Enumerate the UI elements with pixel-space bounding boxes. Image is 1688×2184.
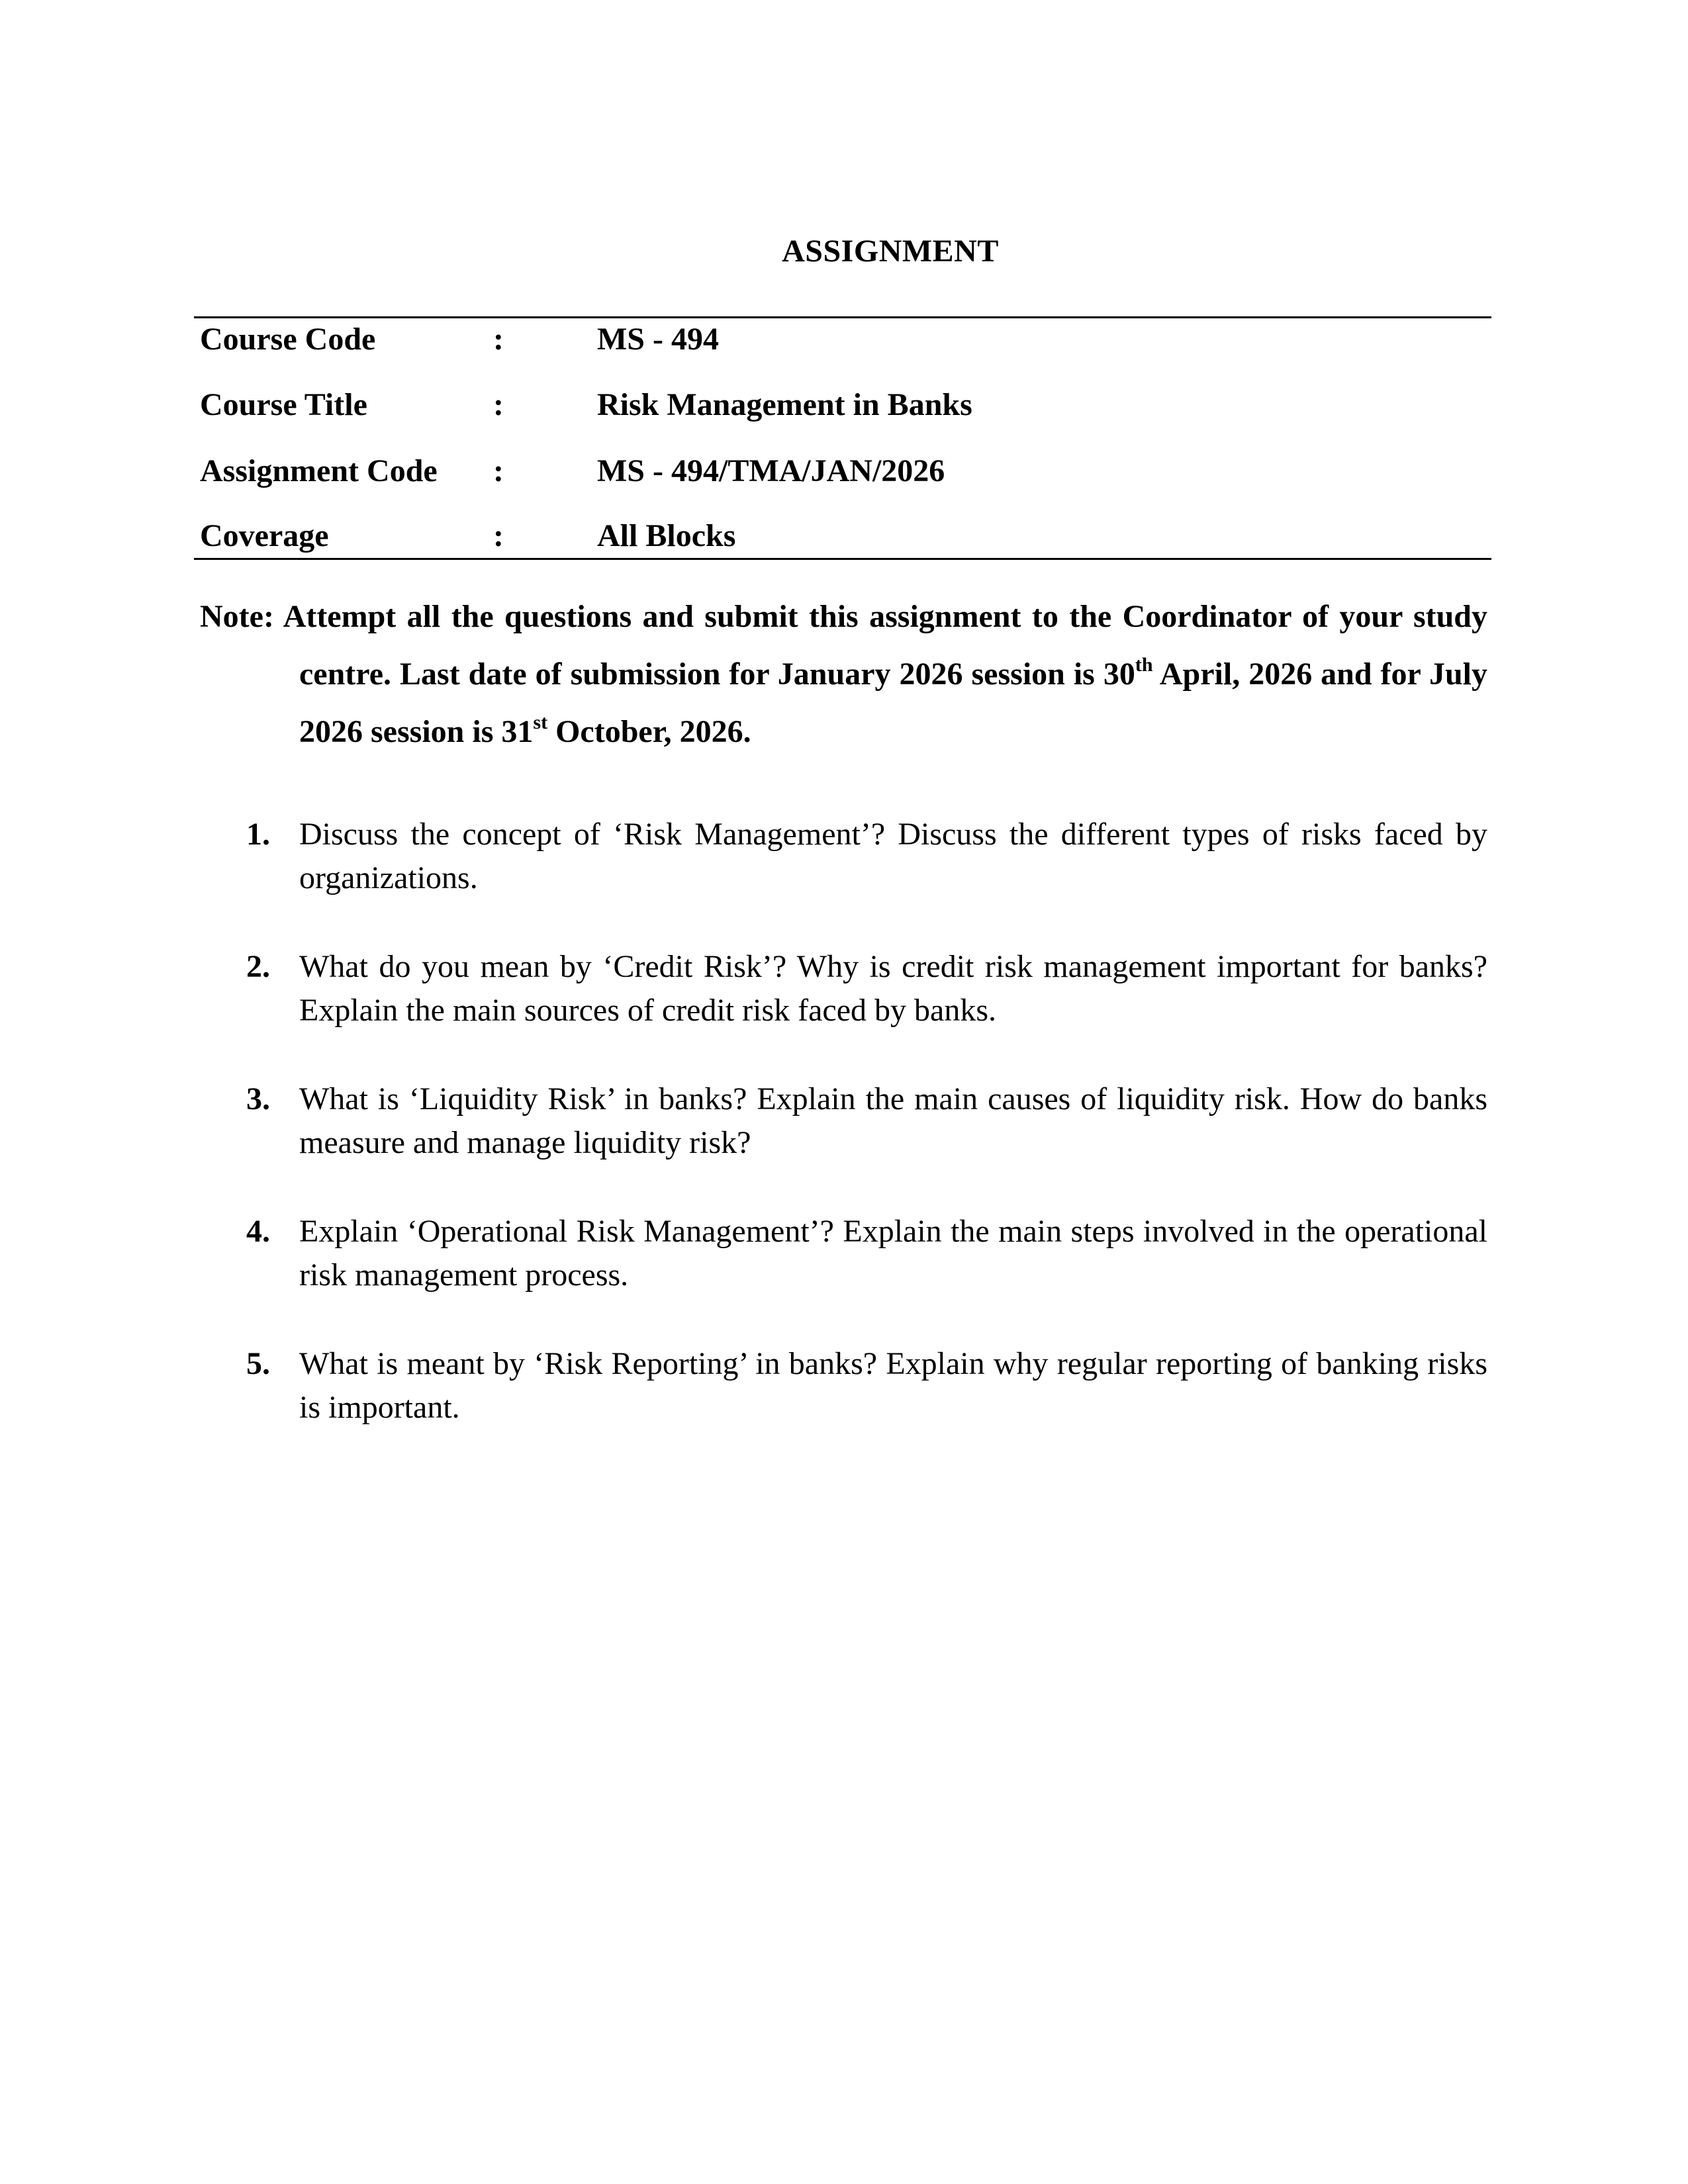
question-text: Explain ‘Operational Risk Management’? Explain the main steps involved in the operational risk management process. [299,1214,1487,1293]
meta-row-course-code [200,321,1484,361]
question-item [200,1077,1487,1165]
note-sup-th: th [1135,654,1153,676]
document-title: ASSIGNMENT [782,234,999,269]
question-number: 2. [246,949,270,984]
question-number: 4. [246,1214,270,1249]
course-title-colon: : [493,387,504,422]
bottom-rule [194,558,1491,560]
question-text: What is meant by ‘Risk Reporting’ in banks? Explain why regular reporting of banking risks is important. [299,1346,1487,1425]
question-text: Discuss the concept of ‘Risk Management’? Discuss the different types of risks faced by organizations. [299,817,1487,895]
note-sup-st: st [533,711,548,733]
question-text: What do you mean by ‘Credit Risk’? Why is credit risk management important for banks? Explain the main sources of credit risk faced by banks. [299,949,1487,1028]
note-text-part2: April, 2026 and for July 2026 session is 31 [299,657,1488,749]
question-item [200,1342,1487,1430]
question-item [200,813,1487,900]
course-code-colon: : [493,322,504,357]
course-code-value: MS - 494 [597,322,719,357]
course-title-label: Course Title [200,387,367,422]
course-title-value: Risk Management in Banks [597,387,972,422]
coverage-colon: : [493,518,504,553]
assignment-code-label: Assignment Code [200,453,438,488]
question-item [200,945,1487,1032]
submission-note [200,588,1487,760]
coverage-label: Coverage [200,518,329,553]
meta-row-coverage [200,518,1484,557]
assignment-code-value: MS - 494/TMA/JAN/2026 [597,453,945,488]
question-number: 1. [246,817,270,852]
question-number: 5. [246,1346,270,1381]
question-text: What is ‘Liquidity Risk’ in banks? Explain the main causes of liquidity risk. How do banks measure and manage liquidity risk? [299,1081,1487,1160]
course-code-label: Course Code [200,322,376,357]
top-rule [194,316,1491,318]
question-number: 3. [246,1081,270,1116]
question-list [200,813,1487,1475]
assignment-code-colon: : [493,453,504,488]
meta-row-course-title [200,387,1484,426]
coverage-value: All Blocks [597,518,736,553]
note-text-part1: Note: Attempt all the questions and submit this assignment to the Coordinator of your study centre. Last date of submission for January 2026 session is 30 [200,599,1487,692]
meta-row-assignment-code [200,453,1484,492]
note-text-part3: October, 2026. [547,714,751,749]
question-item [200,1210,1487,1297]
